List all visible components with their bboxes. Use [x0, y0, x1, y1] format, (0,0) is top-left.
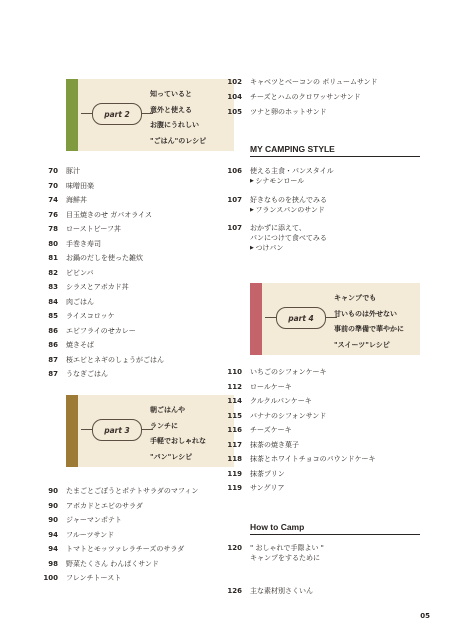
toc-page-number: 117	[227, 440, 242, 449]
toc-title: おかずに添えて、 パンにつけて食べてみる ▶ つけパン	[250, 223, 327, 253]
part2-tag: part 2	[92, 103, 142, 125]
toc-title: 焼きそば	[66, 341, 94, 349]
toc-entry	[36, 369, 108, 379]
toc-page-number: 76	[48, 210, 58, 219]
toc-entry	[220, 440, 299, 450]
toc-page-number: 105	[227, 108, 242, 116]
toc-page-number: 112	[227, 382, 242, 391]
toc-page-number: 87	[48, 370, 58, 378]
toc-title: シラスとアボカド丼	[66, 283, 129, 291]
toc-title: 抹茶とホワイトチョコのパウンドケーキ	[250, 455, 376, 463]
toc-page-number: 82	[48, 268, 58, 277]
toc-entry	[36, 355, 164, 365]
toc-entry	[36, 326, 136, 336]
toc-title: ローストビーフ丼	[66, 225, 122, 233]
toc-title: 海鮮丼	[66, 196, 87, 204]
toc-entry	[220, 92, 361, 102]
toc-entry	[36, 311, 115, 321]
toc-entry	[220, 469, 285, 479]
camping-style-heading: MY CAMPING STYLE	[250, 144, 420, 157]
toc-entry	[220, 454, 375, 464]
toc-title: チーズケーキ	[250, 426, 292, 434]
toc-entry	[36, 166, 80, 176]
toc-page-number: 118	[227, 455, 242, 463]
toc-entry	[36, 501, 143, 511]
toc-entry	[220, 367, 327, 377]
toc-title: 使える主食・パンスタイル ▶ シナモンロール	[250, 166, 334, 186]
toc-title: ツナと卵のホットサンド	[250, 108, 327, 116]
part3-tag: part 3	[92, 419, 142, 441]
toc-page-number: 98	[48, 559, 58, 568]
toc-entry	[36, 282, 129, 292]
toc-entry	[36, 181, 94, 191]
toc-entry	[220, 195, 327, 215]
toc-title: バナナのシフォンサンド	[250, 411, 327, 420]
toc-entry	[36, 297, 94, 307]
toc-page-number: 120	[227, 544, 242, 552]
toc-page-number: 126	[227, 587, 242, 595]
toc-entry	[36, 224, 121, 234]
toc-page-number: 114	[227, 397, 242, 405]
toc-entry	[220, 166, 334, 186]
toc-entry	[36, 210, 152, 220]
toc-page-number: 94	[48, 530, 58, 539]
part2-title: 知っていると 意外と使える お腹にうれしい "ごはん"のレシピ	[150, 90, 207, 145]
part4-color-bar	[250, 283, 262, 355]
part2-color-bar	[66, 79, 78, 151]
toc-entry	[220, 107, 327, 117]
toc-page-number: 90	[48, 501, 58, 510]
toc-page-number: 115	[227, 411, 242, 420]
toc-title: 豚汁	[66, 167, 80, 175]
toc-title: ロールケーキ	[250, 382, 292, 391]
toc-title: サングリア	[250, 484, 285, 492]
toc-title: " おしゃれで手際よい " キャンプをするために	[250, 544, 324, 562]
how-to-camp-heading: How to Camp	[250, 522, 420, 535]
toc-title: いちごのシフォンケーキ	[250, 368, 327, 376]
toc-page-number: 106	[227, 167, 242, 175]
toc-entry	[36, 530, 114, 540]
toc-entry	[36, 515, 122, 525]
toc-title: 手巻き寿司	[66, 239, 101, 248]
toc-subtitle: ▶ フランスパンのサンド	[250, 205, 327, 215]
toc-title: 肉ごはん	[66, 297, 94, 306]
toc-title: 好きなものを挟んでみる ▶ フランスパンのサンド	[250, 195, 327, 215]
toc-entry	[220, 543, 324, 563]
toc-entry	[220, 77, 378, 87]
toc-title: トマトとモッツァレラチーズのサラダ	[66, 545, 185, 553]
toc-title: 抹茶の焼き菓子	[250, 440, 299, 449]
toc-page-number: 90	[48, 487, 58, 495]
toc-entry	[36, 559, 159, 569]
toc-entry	[220, 425, 292, 435]
toc-page-number: 110	[227, 368, 242, 376]
toc-page-number: 87	[48, 355, 58, 364]
toc-page-number: 94	[48, 545, 58, 553]
toc-entry	[36, 195, 87, 205]
toc-page-number: 70	[48, 167, 58, 175]
toc-title: チーズとハムのクロワッサンサンド	[250, 93, 361, 101]
toc-page-number: 107	[227, 224, 242, 232]
toc-page-number: 90	[48, 516, 58, 524]
toc-page-number: 116	[227, 426, 242, 434]
toc-entry	[36, 239, 101, 249]
toc-title: フルーツサンド	[66, 530, 115, 539]
part3-title: 朝ごはんや ランチに 手軽でおしゃれな "パン"レシピ	[150, 406, 206, 461]
toc-entry	[36, 573, 121, 583]
part4-banner	[250, 283, 420, 355]
part3-color-bar	[66, 395, 78, 467]
toc-page-number: 119	[227, 469, 242, 478]
toc-entry	[220, 382, 292, 392]
toc-title: 味噌田楽	[66, 181, 94, 190]
toc-page-number: 107	[227, 196, 242, 204]
toc-title: お鍋のだしを使った雑炊	[66, 254, 143, 262]
toc-entry	[220, 483, 285, 493]
toc-page-number: 81	[48, 254, 58, 262]
toc-title: クルクルパンケーキ	[250, 397, 312, 405]
toc-subtitle: ▶ シナモンロール	[250, 176, 334, 186]
toc-title: ライスコロッケ	[66, 312, 115, 320]
toc-page-number: 84	[48, 297, 58, 306]
toc-page-number: 119	[227, 484, 242, 492]
toc-page-number: 74	[48, 196, 58, 204]
page-number: 05	[420, 612, 430, 620]
toc-entry	[220, 223, 327, 253]
toc-title: キャベツとベーコンの ボリュームサンド	[250, 78, 378, 86]
toc-page-number: 86	[48, 326, 58, 335]
toc-page-number: 100	[43, 574, 58, 582]
toc-entry	[36, 486, 198, 496]
toc-title: 抹茶プリン	[250, 469, 285, 478]
toc-title: ジャーマンポテト	[66, 516, 122, 524]
toc-entry	[36, 544, 184, 554]
toc-page-number: 85	[48, 312, 58, 320]
toc-page-number: 83	[48, 283, 58, 291]
toc-title: フレンチトースト	[66, 574, 122, 582]
toc-title: 野菜たくさん わんぱくサンド	[66, 559, 159, 568]
toc-page-number: 70	[48, 181, 58, 190]
part4-title: キャンプでも 甘いものは外せない 事前の準備で華やかに "スイーツ"レシピ	[334, 294, 404, 349]
toc-title: エビフライのせカレー	[66, 326, 136, 335]
toc-page-number: 104	[227, 93, 242, 101]
toc-title: ビビンバ	[66, 268, 94, 277]
toc-page-number: 80	[48, 239, 58, 248]
toc-title: たまごとごぼうとポテトサラダのマフィン	[66, 487, 199, 495]
part3-banner	[66, 395, 234, 467]
part4-tag: part 4	[276, 307, 326, 329]
toc-page-number: 102	[227, 78, 242, 86]
toc-entry	[220, 411, 326, 421]
toc-title: アボカドとエビのサラダ	[66, 501, 143, 510]
toc-title: 桜エビとネギのしょうがごはん	[66, 355, 164, 364]
toc-title: 目玉焼きのせ ガパオライス	[66, 210, 152, 219]
toc-entry	[220, 586, 313, 596]
toc-title: うなぎごはん	[66, 370, 108, 378]
toc-subtitle: ▶ つけパン	[250, 243, 327, 253]
toc-entry	[36, 268, 94, 278]
toc-entry	[36, 253, 143, 263]
toc-title: 主な素材別さくいん	[250, 587, 313, 595]
part2-banner	[66, 79, 234, 151]
toc-page-number: 78	[48, 225, 58, 233]
toc-entry	[36, 340, 94, 350]
toc-page-number: 86	[48, 341, 58, 349]
toc-entry	[220, 396, 312, 406]
